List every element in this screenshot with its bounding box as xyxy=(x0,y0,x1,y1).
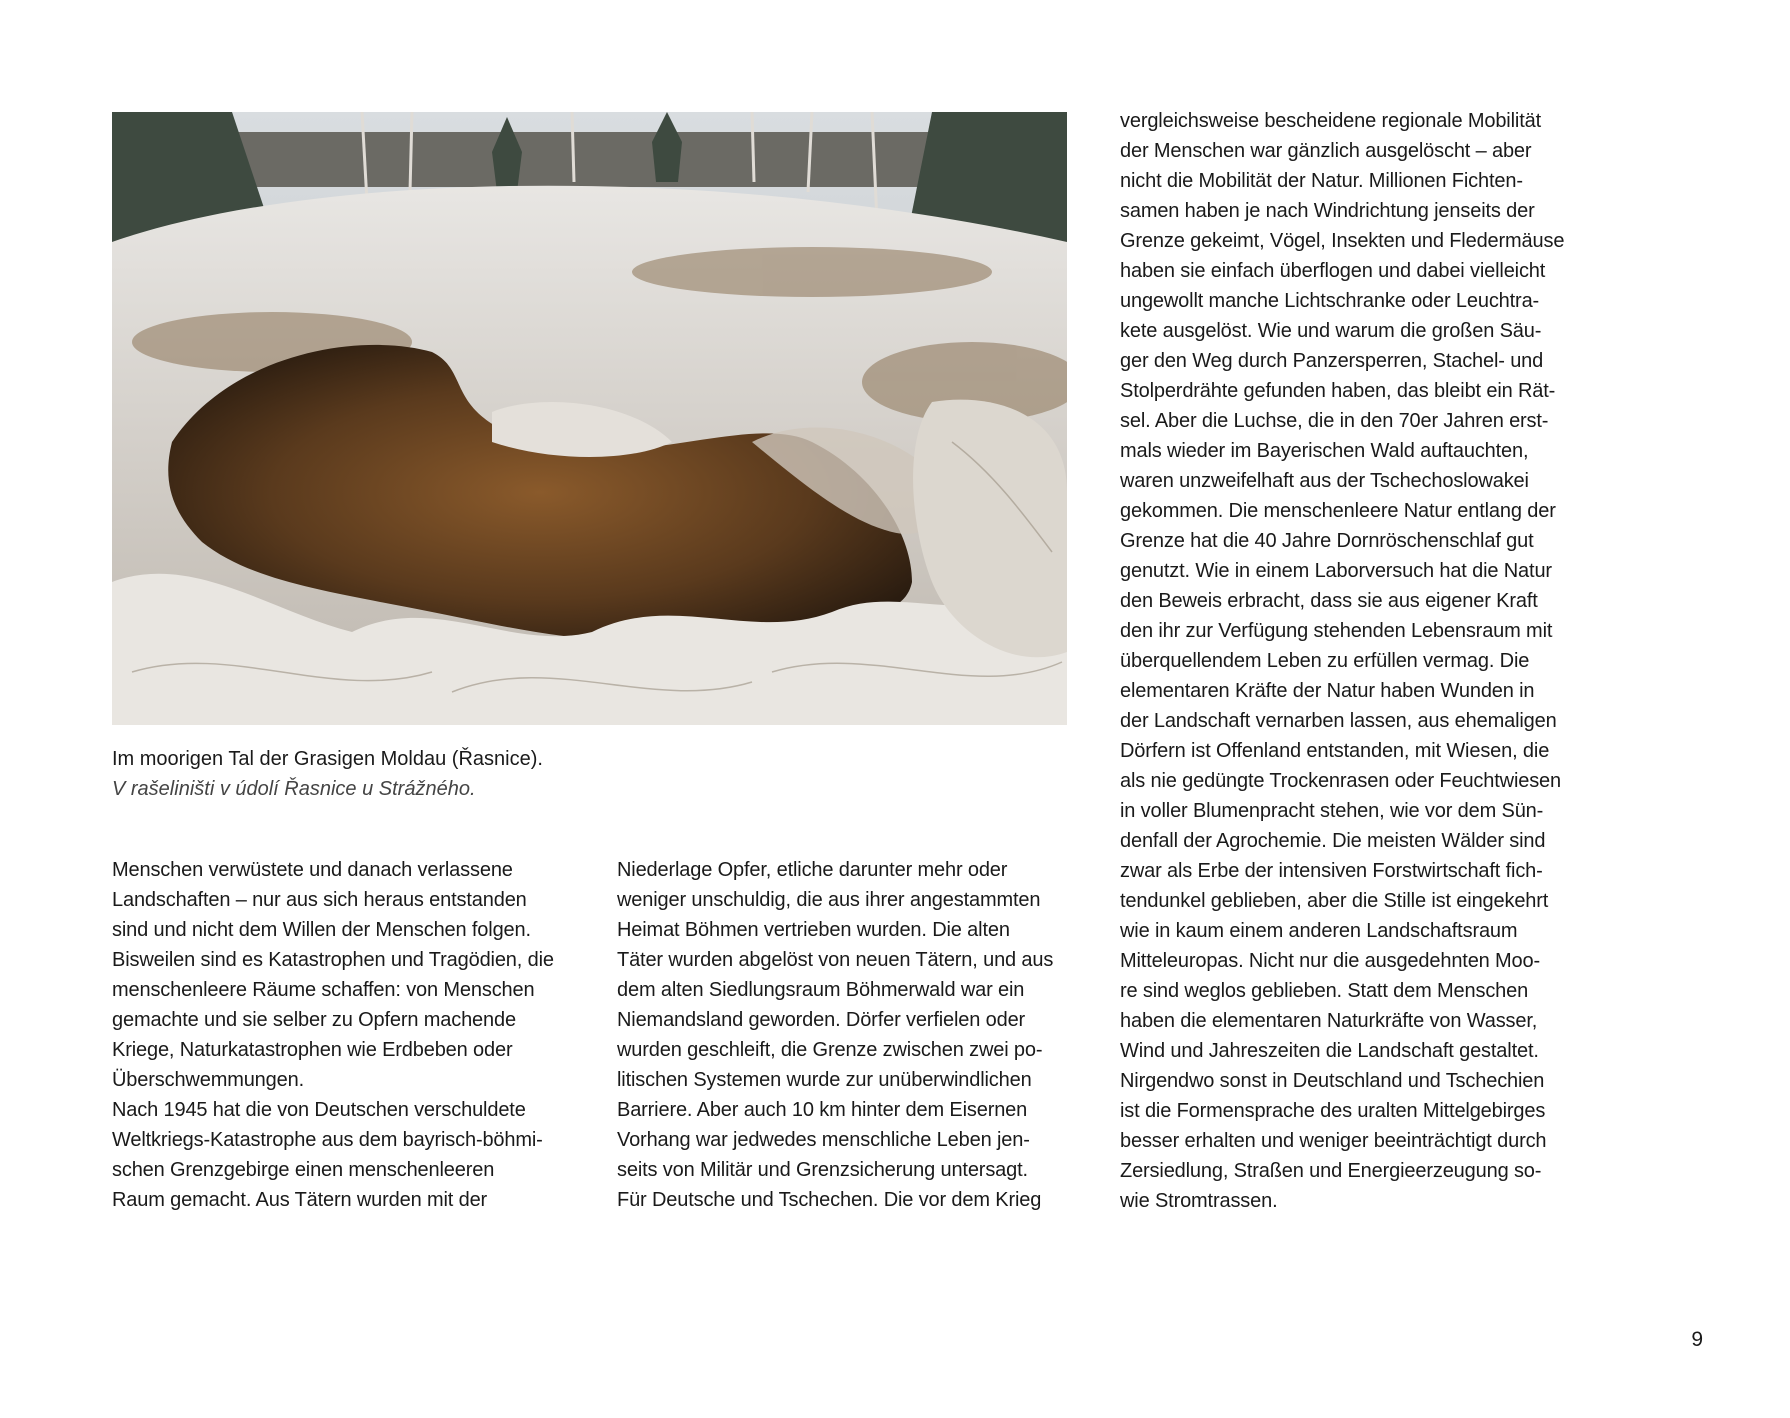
text-column-2 xyxy=(617,855,1087,1215)
text-line: nicht die Mobilität der Natur. Millionen Fichten- xyxy=(1120,170,1523,192)
text-line: wie in kaum einem anderen Landschaftsraum xyxy=(1120,920,1518,942)
text-line: samen haben je nach Windrichtung jenseits der xyxy=(1120,200,1535,222)
text-line: Dörfern ist Offenland entstanden, mit Wiesen, die xyxy=(1120,740,1550,762)
text-line: den Beweis erbracht, dass sie aus eigener Kraft xyxy=(1120,590,1538,612)
text-line: denfall der Agrochemie. Die meisten Wälder sind xyxy=(1120,830,1546,852)
text-line: Landschaften – nur aus sich heraus entstanden xyxy=(112,889,527,911)
caption-german: Im moorigen Tal der Grasigen Moldau (Řasnice). xyxy=(112,748,543,770)
text-line: haben sie einfach überflogen und dabei vielleicht xyxy=(1120,260,1546,282)
text-line: elementaren Kräfte der Natur haben Wunden in xyxy=(1120,680,1535,702)
text-line: Täter wurden abgelöst von neuen Tätern, und aus xyxy=(617,949,1054,971)
text-line: ungewollt manche Lichtschranke oder Leuchtra- xyxy=(1120,290,1540,312)
text-line: Menschen verwüstete und danach verlassene xyxy=(112,859,513,881)
text-line: vergleichsweise bescheidene regionale Mobilität xyxy=(1120,110,1541,132)
text-line: Kriege, Naturkatastrophen wie Erdbeben oder xyxy=(112,1039,513,1061)
text-line: der Landschaft vernarben lassen, aus ehemaligen xyxy=(1120,710,1557,732)
moor-photo xyxy=(112,112,1067,725)
text-line: weniger unschuldig, die aus ihrer angestammten xyxy=(617,889,1041,911)
text-line: der Menschen war gänzlich ausgelöscht – aber xyxy=(1120,140,1532,162)
text-line: genutzt. Wie in einem Laborversuch hat die Natur xyxy=(1120,560,1552,582)
text-line: tendunkel geblieben, aber die Stille ist eingekehrt xyxy=(1120,890,1549,912)
text-line: kete ausgelöst. Wie und warum die großen Säu- xyxy=(1120,320,1542,342)
text-line: Niemandsland geworden. Dörfer verfielen oder xyxy=(617,1009,1026,1031)
text-line: ist die Formensprache des uralten Mittelgebirges xyxy=(1120,1100,1546,1122)
figure-caption xyxy=(112,744,1072,804)
text-line: waren unzweifelhaft aus der Tschechoslowakei xyxy=(1120,470,1529,492)
text-line: sind und nicht dem Willen der Menschen folgen. xyxy=(112,919,531,941)
text-line: mals wieder im Bayerischen Wald auftauchten, xyxy=(1120,440,1529,462)
text-line: sel. Aber die Luchse, die in den 70er Jahren erst- xyxy=(1120,410,1549,432)
moor-photo-illustration xyxy=(112,112,1067,725)
text-line: ger den Weg durch Panzersperren, Stachel- und xyxy=(1120,350,1544,372)
text-line: Barriere. Aber auch 10 km hinter dem Eisernen xyxy=(617,1099,1028,1121)
text-line: den ihr zur Verfügung stehenden Lebensraum mit xyxy=(1120,620,1553,642)
text-line: überquellendem Leben zu erfüllen vermag. Die xyxy=(1120,650,1530,672)
caption-czech: V rašeliništi v údolí Řasnice u Strážného. xyxy=(112,778,476,800)
text-line: Nirgendwo sonst in Deutschland und Tschechien xyxy=(1120,1070,1545,1092)
text-line: Raum gemacht. Aus Tätern wurden mit der xyxy=(112,1189,488,1211)
text-line: Niederlage Opfer, etliche darunter mehr oder xyxy=(617,859,1008,881)
text-column-1 xyxy=(112,855,582,1215)
text-line: Nach 1945 hat die von Deutschen verschuldete xyxy=(112,1099,526,1121)
text-line: Grenze gekeimt, Vögel, Insekten und Fledermäuse xyxy=(1120,230,1565,252)
text-line: Überschwemmungen. xyxy=(112,1069,304,1091)
text-line: litischen Systemen wurde zur unüberwindlichen xyxy=(617,1069,1032,1091)
text-line: Vorhang war jedwedes menschliche Leben jen- xyxy=(617,1129,1030,1151)
text-line: wurden geschleift, die Grenze zwischen zwei po- xyxy=(617,1039,1043,1061)
text-line: Zersiedlung, Straßen und Energieerzeugung so- xyxy=(1120,1160,1542,1182)
text-line: gekommen. Die menschenleere Natur entlang der xyxy=(1120,500,1556,522)
text-column-3 xyxy=(1120,106,1580,1216)
text-line: als nie gedüngte Trockenrasen oder Feuchtwiesen xyxy=(1120,770,1562,792)
text-line: schen Grenzgebirge einen menschenleeren xyxy=(112,1159,495,1181)
text-line: re sind weglos geblieben. Statt dem Menschen xyxy=(1120,980,1529,1002)
page-number: 9 xyxy=(1691,1328,1703,1351)
text-line: seits von Militär und Grenzsicherung untersagt. xyxy=(617,1159,1028,1181)
text-line: Weltkriegs-Katastrophe aus dem bayrisch-böhmi- xyxy=(112,1129,543,1151)
text-line: Grenze hat die 40 Jahre Dornröschenschlaf gut xyxy=(1120,530,1534,552)
text-line: Für Deutsche und Tschechen. Die vor dem Krieg xyxy=(617,1189,1042,1211)
text-line: wie Stromtrassen. xyxy=(1120,1190,1278,1212)
text-line: Heimat Böhmen vertrieben wurden. Die alten xyxy=(617,919,1010,941)
text-line: in voller Blumenpracht stehen, wie vor dem Sün- xyxy=(1120,800,1544,822)
text-line: menschenleere Räume schaffen: von Menschen xyxy=(112,979,535,1001)
text-line: Bisweilen sind es Katastrophen und Tragödien, die xyxy=(112,949,554,971)
text-line: gemachte und sie selber zu Opfern machende xyxy=(112,1009,516,1031)
text-line: dem alten Siedlungsraum Böhmerwald war ein xyxy=(617,979,1025,1001)
text-line: Stolperdrähte gefunden haben, das bleibt ein Rät- xyxy=(1120,380,1556,402)
text-line: Wind und Jahreszeiten die Landschaft gestaltet. xyxy=(1120,1040,1539,1062)
text-line: besser erhalten und weniger beeinträchtigt durch xyxy=(1120,1130,1547,1152)
text-line: zwar als Erbe der intensiven Forstwirtschaft fich- xyxy=(1120,860,1543,882)
text-line: haben die elementaren Naturkräfte von Wasser, xyxy=(1120,1010,1538,1032)
text-line: Mitteleuropas. Nicht nur die ausgedehnten Moo- xyxy=(1120,950,1541,972)
